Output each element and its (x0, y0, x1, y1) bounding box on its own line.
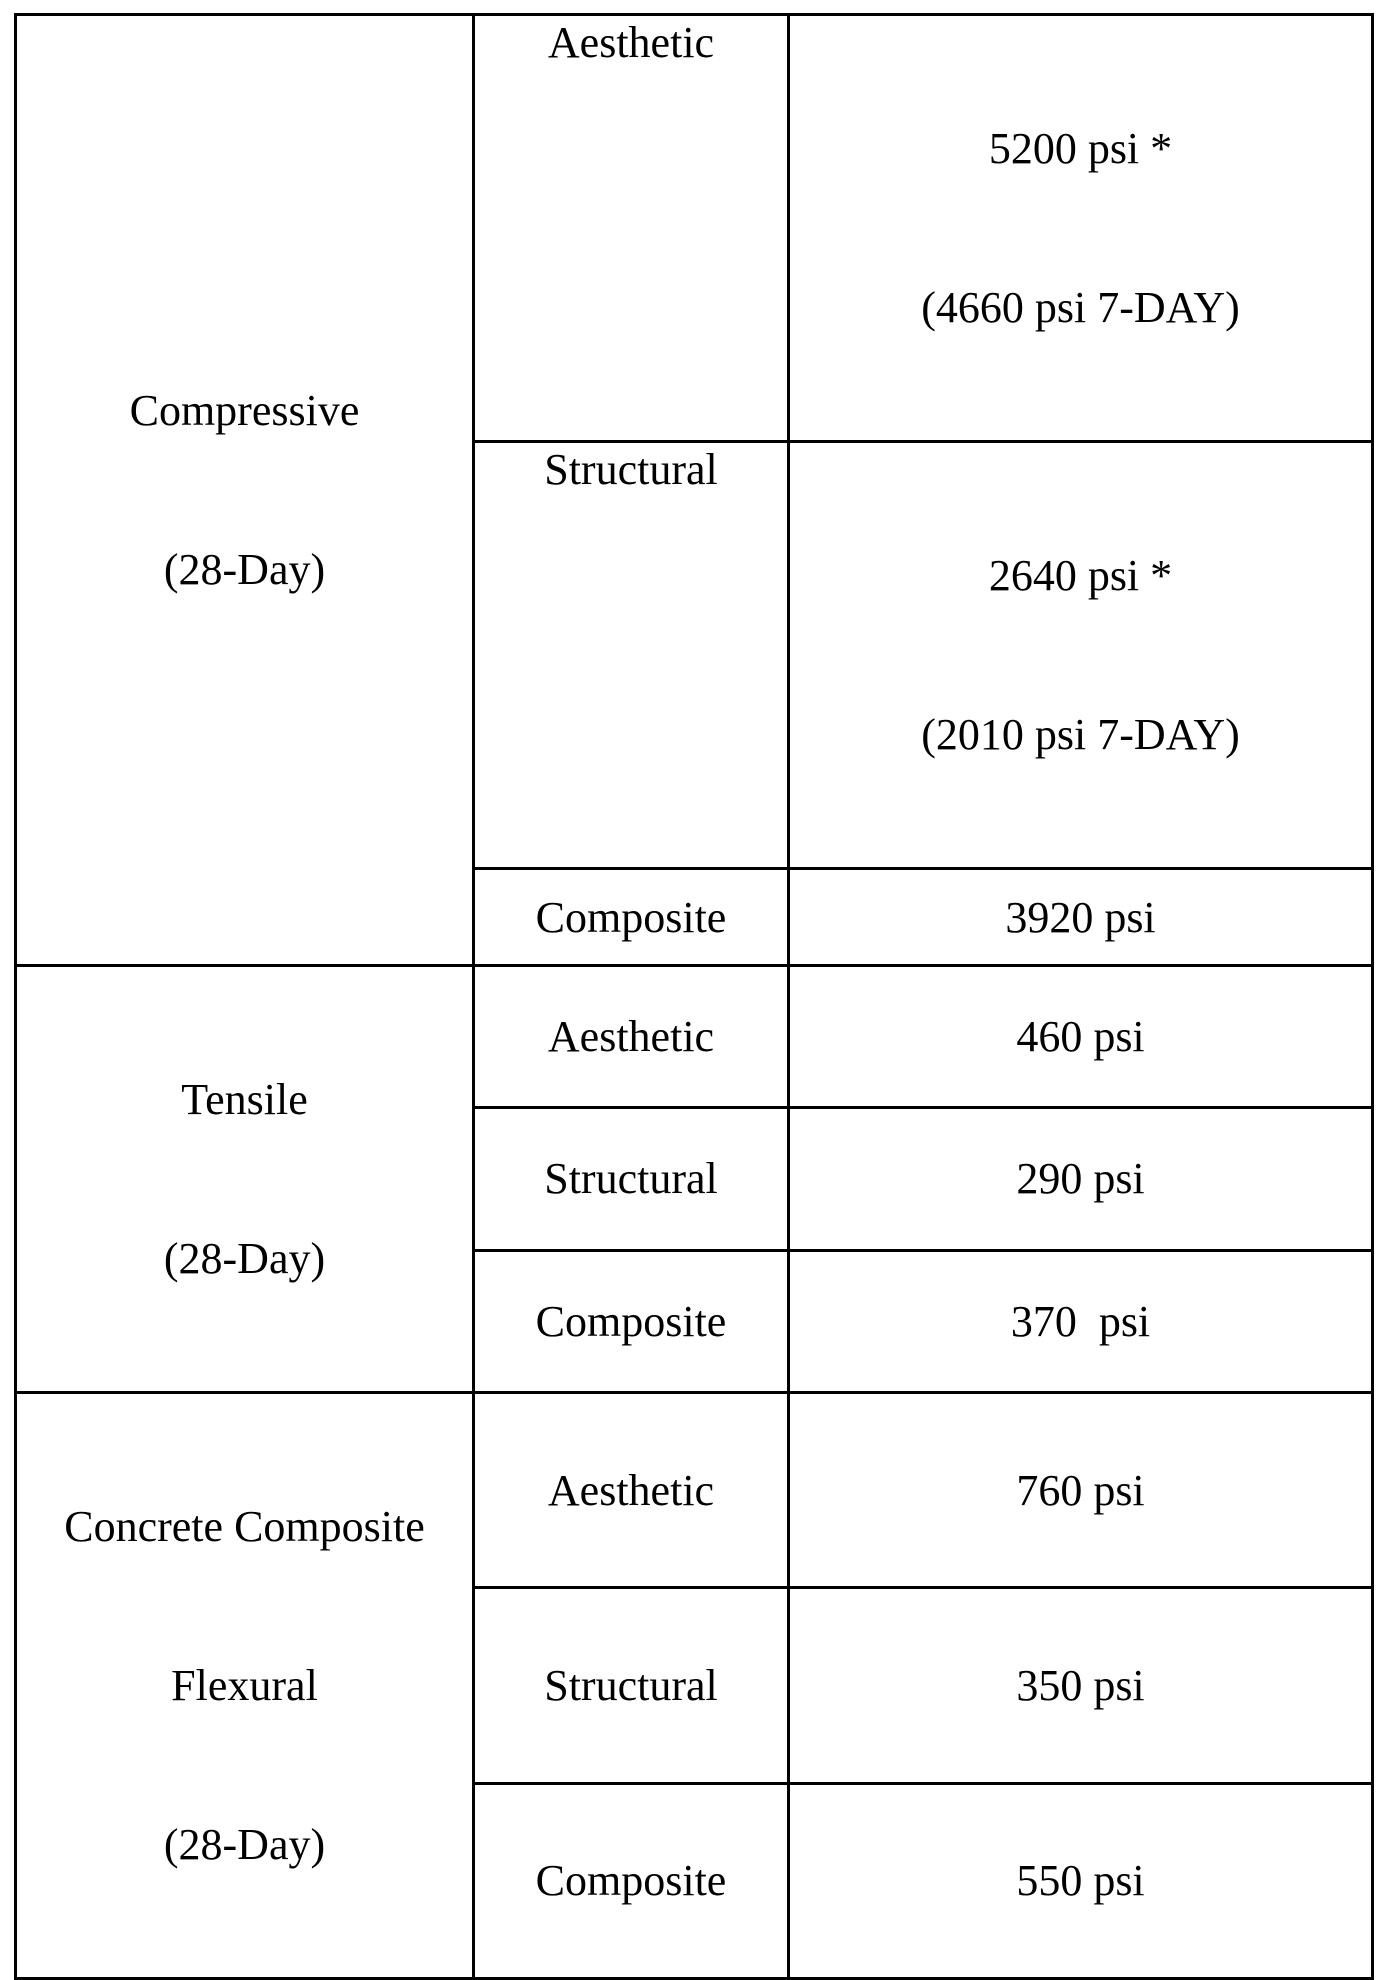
type-cell: Structural (474, 1108, 789, 1250)
value-cell: 350 psi (789, 1588, 1373, 1783)
value-cell: 550 psi (789, 1783, 1373, 1978)
group-label-compressive (16, 15, 474, 966)
value-cell (789, 15, 1373, 442)
group-label-line: Compressive (129, 386, 360, 435)
value-line: 2640 psi * (988, 551, 1173, 600)
type-cell: Structural (474, 1588, 789, 1783)
value-line: (2010 psi 7-DAY) (921, 710, 1240, 759)
type-cell: Composite (474, 1250, 789, 1392)
value-line: (4660 psi 7-DAY) (921, 283, 1240, 332)
table-row (16, 15, 1373, 442)
strength-table (14, 13, 1374, 1980)
table-row (16, 966, 1373, 1108)
group-label-line: (28-Day) (163, 1820, 326, 1869)
value-cell: 760 psi (789, 1393, 1373, 1588)
type-cell: Composite (474, 1783, 789, 1978)
table-row (16, 1393, 1373, 1588)
value-cell: 290 psi (789, 1108, 1373, 1250)
value-cell: 370 psi (789, 1250, 1373, 1392)
group-label-tensile (16, 966, 474, 1393)
type-cell: Aesthetic (474, 1393, 789, 1588)
type-cell: Composite (474, 869, 789, 966)
value-cell: 460 psi (789, 966, 1373, 1108)
group-label-line: Flexural (171, 1661, 318, 1710)
group-label-line: (28-Day) (163, 1234, 326, 1283)
type-cell: Aesthetic (474, 15, 789, 442)
group-label-line: Concrete Composite (64, 1502, 425, 1551)
type-cell: Structural (474, 442, 789, 869)
value-line: 5200 psi * (988, 124, 1173, 173)
group-label-line: (28-Day) (163, 545, 326, 594)
group-label-flexural (16, 1393, 474, 1979)
type-cell: Aesthetic (474, 966, 789, 1108)
group-label-line: Tensile (181, 1075, 308, 1124)
value-cell (789, 442, 1373, 869)
value-cell: 3920 psi (789, 869, 1373, 966)
